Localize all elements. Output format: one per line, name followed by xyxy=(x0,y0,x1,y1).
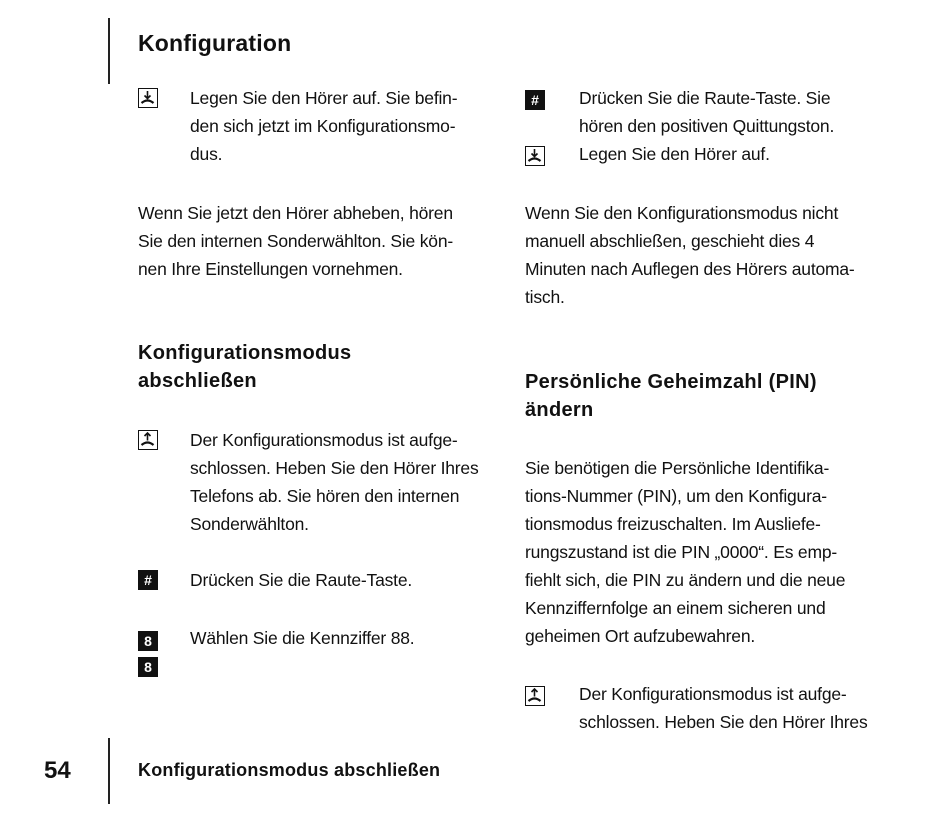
digit-key-icon: 8 xyxy=(138,657,158,677)
hang-up-icon xyxy=(138,88,158,108)
lift-handset-icon xyxy=(525,686,545,706)
page-title: Konfiguration xyxy=(138,30,292,56)
paragraph-line: Wenn Sie jetzt den Hörer abheben, hören xyxy=(138,203,453,223)
step-text-line: schlossen. Heben Sie den Hörer Ihres xyxy=(190,458,479,478)
step-text-line: Legen Sie den Hörer auf. Sie befin- xyxy=(190,88,458,108)
footer-rule xyxy=(108,738,110,804)
step-text-line: Der Konfigurationsmodus ist aufge- xyxy=(579,684,847,704)
paragraph-line: fiehlt sich, die PIN zu ändern und die neue xyxy=(525,570,846,590)
paragraph-line: rungszustand ist die PIN „0000“. Es emp- xyxy=(525,542,838,562)
heading-line: abschließen xyxy=(138,370,257,392)
paragraph-line: geheimen Ort aufzubewahren. xyxy=(525,626,756,646)
paragraph-line: manuell abschließen, geschieht dies 4 xyxy=(525,231,815,251)
step-text-line: den sich jetzt im Konfigurationsmo- xyxy=(190,116,456,136)
footer-section-title: Konfigurationsmodus abschließen xyxy=(138,760,441,780)
step-text-line: Wählen Sie die Kennziffer 88. xyxy=(190,628,415,648)
page-number: 54 xyxy=(44,757,71,784)
top-rule xyxy=(108,18,110,84)
step-text-line: Telefons ab. Sie hören den internen xyxy=(190,486,460,506)
paragraph-line: Wenn Sie den Konfigurationsmodus nicht xyxy=(525,203,839,223)
step-text-line: Sonderwählton. xyxy=(190,514,309,534)
paragraph-line: Sie den internen Sonderwählton. Sie kön- xyxy=(138,231,453,251)
paragraph-line: tionsmodus freizuschalten. Im Ausliefe- xyxy=(525,514,821,534)
heading-line: ändern xyxy=(525,399,594,421)
digit-key-icon: 8 xyxy=(138,631,158,651)
hash-key-icon: # xyxy=(525,90,545,110)
step-text-line: Drücken Sie die Raute-Taste. Sie xyxy=(579,88,831,108)
step-text-line: hören den positiven Quittungston. xyxy=(579,116,835,136)
paragraph-line: nen Ihre Einstellungen vornehmen. xyxy=(138,259,403,279)
section-heading-change-pin xyxy=(525,368,817,424)
step-text-line: schlossen. Heben Sie den Hörer Ihres xyxy=(579,712,868,732)
section-heading-close-config xyxy=(138,339,351,395)
hang-up-icon xyxy=(525,146,545,166)
left-paragraph-1 xyxy=(138,199,453,283)
step-text-line: Legen Sie den Hörer auf. xyxy=(579,144,770,164)
heading-line: Persönliche Geheimzahl (PIN) xyxy=(525,371,817,393)
paragraph-line: Sie benötigen die Persönliche Identifika- xyxy=(525,458,830,478)
right-paragraph-1 xyxy=(525,199,855,311)
heading-line: Konfigurationsmodus xyxy=(138,342,352,364)
paragraph-line: tisch. xyxy=(525,287,565,307)
paragraph-line: Minuten nach Auflegen des Hörers automa- xyxy=(525,259,855,279)
lift-handset-icon xyxy=(138,430,158,450)
step-text-line: dus. xyxy=(190,144,223,164)
hash-key-icon: # xyxy=(138,570,158,590)
right-paragraph-2 xyxy=(525,454,845,650)
paragraph-line: tions-Nummer (PIN), um den Konfigura- xyxy=(525,486,827,506)
paragraph-line: Kennziffernfolge an einem sicheren und xyxy=(525,598,826,618)
step-text-line: Der Konfigurationsmodus ist aufge- xyxy=(190,430,458,450)
step-text-line: Drücken Sie die Raute-Taste. xyxy=(190,570,413,590)
